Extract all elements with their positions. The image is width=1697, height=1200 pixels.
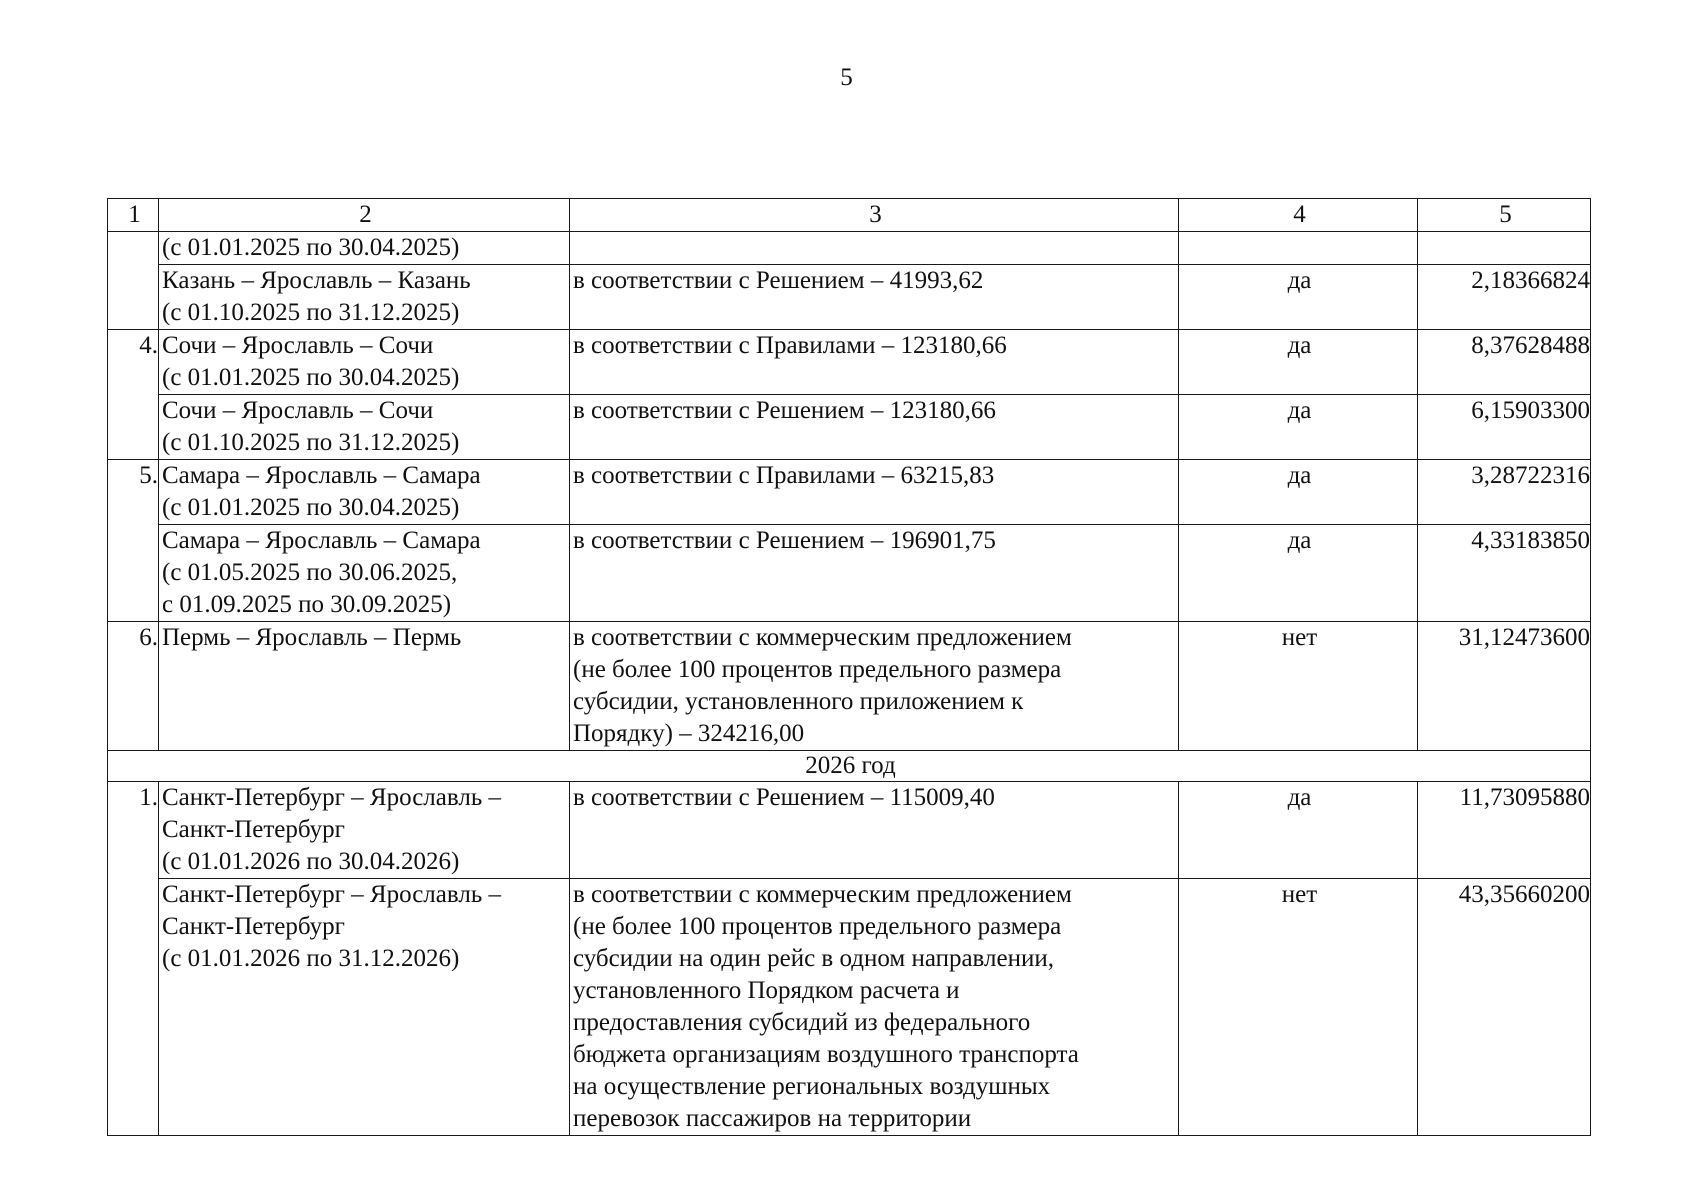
basis-cell <box>570 525 1179 622</box>
header-cell-4: 4 <box>1179 199 1418 232</box>
route-line: Сочи – Ярославль – Сочи <box>162 397 434 424</box>
route-cell <box>159 782 570 879</box>
flag-cell: да <box>1179 460 1418 525</box>
table-row <box>108 622 1591 751</box>
route-cell <box>159 232 570 265</box>
flag-cell: да <box>1179 265 1418 330</box>
amount-cell: 3,28722316 <box>1418 460 1591 525</box>
amount-cell: 2,18366824 <box>1418 265 1591 330</box>
table-row <box>108 525 1591 622</box>
route-cell <box>159 525 570 622</box>
header-row <box>108 199 1591 232</box>
table-row <box>108 330 1591 395</box>
amount-cell: 6,15903300 <box>1418 395 1591 460</box>
basis-line: в соответствии с Решением – 41993,62 <box>573 267 984 294</box>
route-cell <box>159 265 570 330</box>
basis-cell <box>570 265 1179 330</box>
flag-cell: да <box>1179 330 1418 395</box>
route-line: (с 01.01.2025 по 30.04.2025) <box>162 494 460 521</box>
route-cell <box>159 622 570 751</box>
table-row <box>108 265 1591 330</box>
basis-cell <box>570 879 1179 1136</box>
basis-cell <box>570 330 1179 395</box>
basis-line: на осуществление региональных воздушных <box>573 1073 1051 1100</box>
header-cell-1: 1 <box>108 199 159 232</box>
route-line: Санкт-Петербург <box>162 816 345 843</box>
route-line: Пермь – Ярославль – Пермь <box>162 624 462 651</box>
amount-cell: 43,35660200 <box>1418 879 1591 1136</box>
route-line: с 01.09.2025 по 30.09.2025) <box>162 591 452 618</box>
basis-cell <box>570 232 1179 265</box>
amount-cell: 8,37628488 <box>1418 330 1591 395</box>
route-line: (с 01.10.2025 по 31.12.2025) <box>162 429 460 456</box>
table-row <box>108 879 1591 1136</box>
basis-line: установленного Порядком расчета и <box>573 977 960 1004</box>
flag-cell: да <box>1179 782 1418 879</box>
basis-line: субсидии, установленного приложением к <box>573 688 1024 715</box>
basis-cell <box>570 622 1179 751</box>
table-row <box>108 782 1591 879</box>
flag-cell: да <box>1179 525 1418 622</box>
table-row <box>108 395 1591 460</box>
basis-line: (не более 100 процентов предельного размера <box>573 656 1062 683</box>
basis-line: Порядку) – 324216,00 <box>573 720 805 747</box>
route-line: (с 01.01.2026 по 30.04.2026) <box>162 848 460 875</box>
route-line: (с 01.01.2026 по 31.12.2026) <box>162 945 460 972</box>
basis-line: перевозок пассажиров на территории <box>573 1105 972 1132</box>
basis-line: в соответствии с Решением – 196901,75 <box>573 527 996 554</box>
route-line: (с 01.10.2025 по 31.12.2025) <box>162 299 460 326</box>
route-line: Санкт-Петербург – Ярославль – <box>162 784 501 811</box>
header-cell-3: 3 <box>570 199 1179 232</box>
basis-line: в соответствии с коммерческим предложением <box>573 624 1072 651</box>
table-row <box>108 232 1591 265</box>
basis-cell <box>570 395 1179 460</box>
basis-line: (не более 100 процентов предельного размера <box>573 913 1062 940</box>
basis-line: субсидии на один рейс в одном направлении, <box>573 945 1054 972</box>
basis-line: бюджета организациям воздушного транспорта <box>573 1041 1079 1068</box>
route-cell <box>159 879 570 1136</box>
route-line: (с 01.01.2025 по 30.04.2025) <box>162 234 460 261</box>
route-line: Казань – Ярославль – Казань <box>162 267 471 294</box>
amount-cell: 31,12473600 <box>1418 622 1591 751</box>
table-row <box>108 460 1591 525</box>
year-row <box>108 751 1591 782</box>
route-line: Санкт-Петербург <box>162 913 345 940</box>
basis-line: в соответствии с Решением – 123180,66 <box>573 397 996 424</box>
basis-line: в соответствии с коммерческим предложением <box>573 881 1072 908</box>
header-cell-2: 2 <box>159 199 570 232</box>
amount-cell <box>1418 232 1591 265</box>
flag-cell: нет <box>1179 622 1418 751</box>
basis-cell <box>570 782 1179 879</box>
flag-cell <box>1179 232 1418 265</box>
amount-cell: 11,73095880 <box>1418 782 1591 879</box>
route-line: (с 01.01.2025 по 30.04.2025) <box>162 364 460 391</box>
header-cell-5: 5 <box>1418 199 1591 232</box>
page-number: 5 <box>840 64 853 91</box>
flag-cell: да <box>1179 395 1418 460</box>
row-number: 4. <box>108 330 159 460</box>
flag-cell: нет <box>1179 879 1418 1136</box>
subsidy-table <box>107 198 1591 1136</box>
basis-line: предоставления субсидий из федерального <box>573 1009 1031 1036</box>
amount-cell: 4,33183850 <box>1418 525 1591 622</box>
route-cell <box>159 330 570 395</box>
route-cell <box>159 460 570 525</box>
basis-cell <box>570 460 1179 525</box>
row-number: 5. <box>108 460 159 622</box>
year-label: 2026 год <box>108 751 1591 782</box>
route-line: Самара – Ярославль – Самара <box>162 527 481 554</box>
route-line: (с 01.05.2025 по 30.06.2025, <box>162 559 458 586</box>
basis-line: в соответствии с Правилами – 63215,83 <box>573 462 995 489</box>
row-number: 6. <box>108 622 159 751</box>
route-line: Сочи – Ярославль – Сочи <box>162 332 434 359</box>
route-line: Самара – Ярославль – Самара <box>162 462 481 489</box>
row-number: 1. <box>108 782 159 1136</box>
basis-line: в соответствии с Правилами – 123180,66 <box>573 332 1007 359</box>
row-number <box>108 232 159 330</box>
route-cell <box>159 395 570 460</box>
route-line: Санкт-Петербург – Ярославль – <box>162 881 501 908</box>
basis-line: в соответствии с Решением – 115009,40 <box>573 784 995 811</box>
